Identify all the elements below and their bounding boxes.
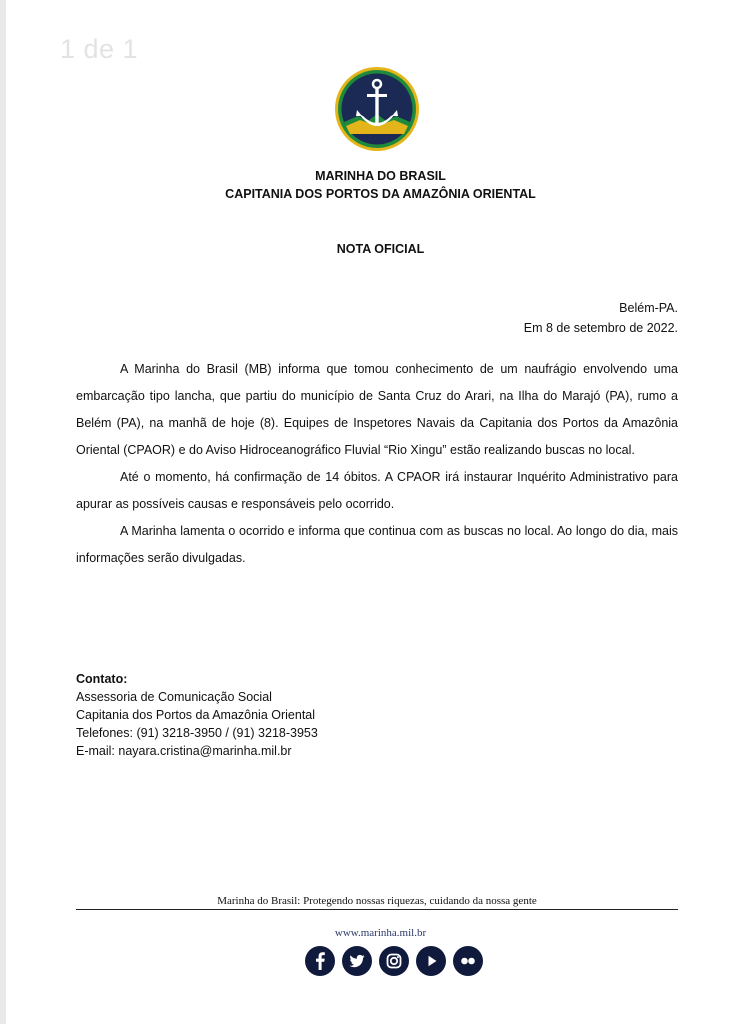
paragraph-2: Até o momento, há confirmação de 14 óbitos. A CPAOR irá instaurar Inquérito Administrativo para apurar as possíveis causas e responsáveis pelo ocorrido. [76,470,678,511]
footer-url: www.marinha.mil.br [334,927,427,939]
contact-line-1: Assessoria de Comunicação Social [76,690,272,704]
paragraph-3: A Marinha lamenta o ocorrido e informa que continua com as buscas no local. Ao longo do dia, mais informações serão divulgadas. [76,524,678,565]
page-counter: 1 de 1 [60,34,139,64]
social-icons [305,946,485,976]
document-body [76,356,678,572]
place: Belém-PA. [619,301,678,315]
instagram-icon [379,946,409,976]
document-page [6,0,755,1024]
contact-block [76,670,318,760]
contact-title: Contato: [76,672,128,686]
facebook-icon [305,946,335,976]
contact-line-2: Capitania dos Portos da Amazônia Oriental [76,708,316,722]
paragraph-1: A Marinha do Brasil (MB) informa que tomou conhecimento de um naufrágio envolvendo uma embarcação tipo lancha, que partiu do município de Santa Cruz do Arari, na Ilha do Marajó (PA), rumo a Belém (PA), na manhã de hoje (8). Equipes de Inspetores Navais da Capitania dos Portos da Amazônia Oriental (CPAOR) e do Aviso Hidroceanográfico Fluvial “Rio Xingu” estão realizando buscas no local. [76,362,678,457]
place-date [524,298,678,338]
header-line-1: MARINHA DO BRASIL [315,169,446,183]
header-line-2: CAPITANIA DOS PORTOS DA AMAZÔNIA ORIENTAL [225,187,536,201]
flickr-icon [453,946,483,976]
footer-motto: Marinha do Brasil: Protegendo nossas riquezas, cuidando da nossa gente [217,895,537,907]
contact-email: E-mail: nayara.cristina@marinha.mil.br [76,744,292,758]
document-title: NOTA OFICIAL [336,242,425,256]
document-header [6,167,755,203]
date: Em 8 de setembro de 2022. [523,321,678,335]
footer-divider [76,909,678,910]
contact-phones: Telefones: (91) 3218-3950 / (91) 3218-3953 [76,726,318,740]
youtube-icon [416,946,446,976]
navy-anchor-logo-icon [334,66,420,152]
twitter-icon [342,946,372,976]
